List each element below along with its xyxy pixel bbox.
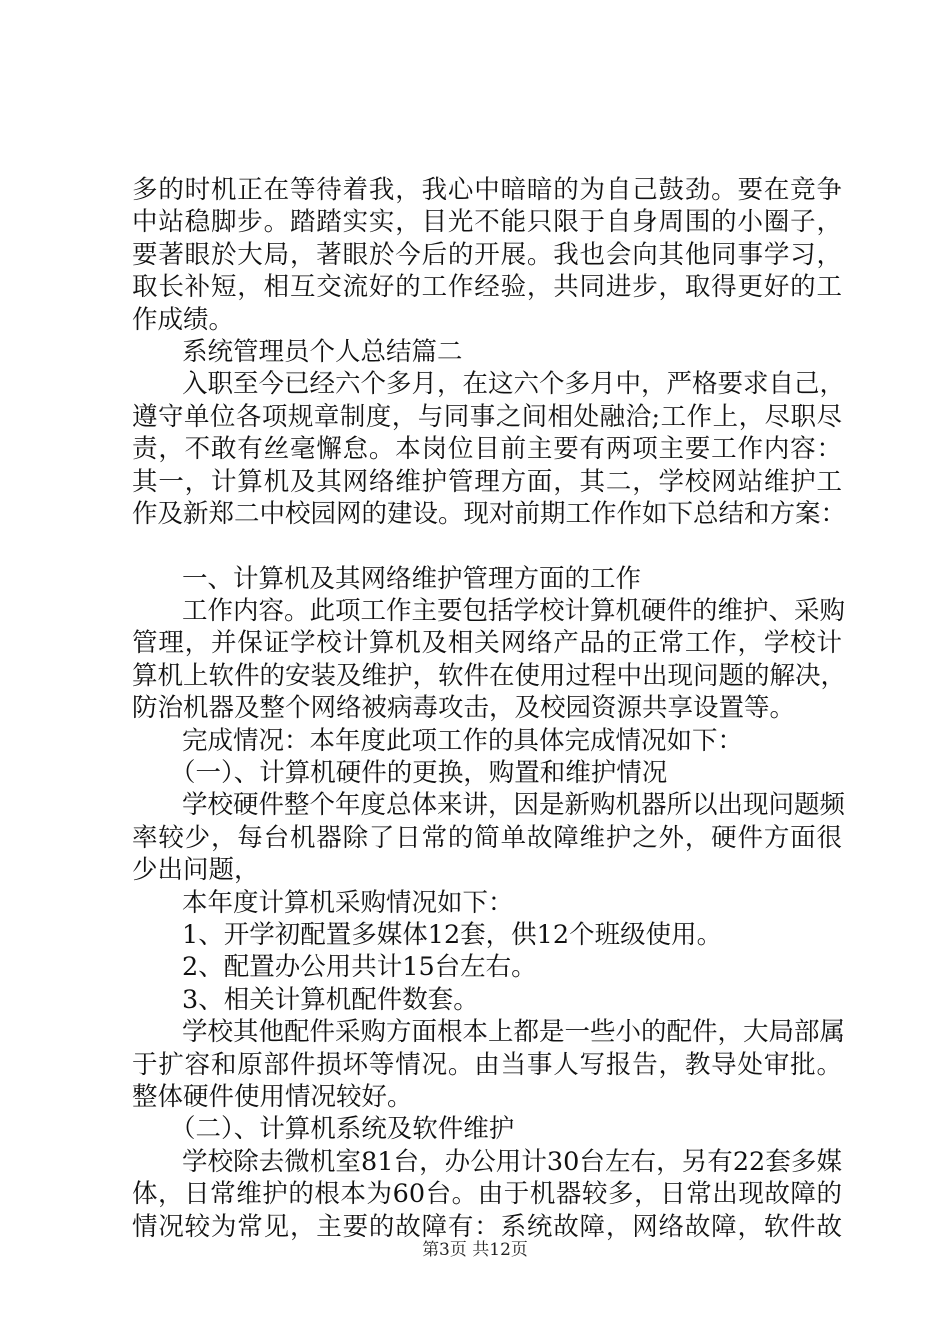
text-line: 少出问题， [132, 855, 260, 886]
text-line: 其一，计算机及其网络维护管理方面，其二，学校网站维护工 [132, 466, 842, 497]
text-line: 取长补短，相互交流好的工作经验，共同进步，取得更好的工 [132, 272, 842, 303]
document-body [132, 174, 847, 1243]
text-line: 遵守单位各项规章制度，与同事之间相处融洽;工作上，尽职尽 [132, 401, 842, 432]
page-number-footer: 第3页 共12页 [422, 1240, 528, 1260]
section-heading: 一、计算机及其网络维护管理方面的工作 [182, 563, 642, 594]
paragraph-start: 工作内容。此项工作主要包括学校计算机硬件的维护、采购 [182, 596, 846, 627]
text-line: 多的时机正在等待着我，我心中暗暗的为自己鼓劲。要在竞争 [132, 175, 842, 205]
text-line: 管理，并保证学校计算机及相关网络产品的正常工作，学校计 [132, 628, 842, 659]
paragraph-start: 学校硬件整个年度总体来讲，因是新购机器所以出现问题频 [182, 790, 846, 821]
text-line: 防治机器及整个网络被病毒攻击，及校园资源共享设置等。 [132, 693, 796, 724]
text-line: 情况较为常见，主要的故障有：系统故障，网络故障，软件故 [132, 1211, 842, 1242]
section-heading: 系统管理员个人总结篇二 [182, 336, 463, 367]
text-line: 责，不敢有丝毫懈怠。本岗位目前主要有两项主要工作内容： [132, 434, 842, 465]
text-line: 体，日常维护的根本为60台。由于机器较多，日常出现故障的 [132, 1179, 842, 1210]
list-item: 2、配置办公用共计15台左右。 [182, 952, 537, 983]
text-line: 率较少，每台机器除了日常的简单故障维护之外，硬件方面很 [132, 822, 842, 853]
subsection-heading: （二）、计算机系统及软件维护 [170, 1114, 515, 1145]
paragraph-start: 完成情况：本年度此项工作的具体完成情况如下： [182, 725, 744, 756]
text-line: 要著眼於大局，著眼於今后的开展。我也会向其他同事学习， [132, 239, 842, 270]
list-item: 3、相关计算机配件数套。 [182, 984, 479, 1015]
subsection-heading: （一）、计算机硬件的更换，购置和维护情况 [170, 758, 668, 789]
blank-line [132, 530, 842, 562]
text-line: 中站稳脚步。踏踏实实，目光不能只限于自身周围的小圈子， [132, 207, 842, 238]
list-item: 1、开学初配置多媒体12套，供12个班级使用。 [182, 919, 723, 950]
text-line: 整体硬件使用情况较好。 [132, 1081, 413, 1112]
text-line: 算机上软件的安装及维护，软件在使用过程中出现问题的解决， [132, 660, 847, 691]
text-line: 作及新郑二中校园网的建设。现对前期工作作如下总结和方案： [132, 498, 847, 529]
text-line: 作成绩。 [132, 304, 235, 335]
paragraph-start: 本年度计算机采购情况如下： [182, 887, 514, 918]
text-line: 于扩容和原部件损坏等情况。由当事人写报告，教导处审批。 [132, 1049, 842, 1080]
paragraph-start: 学校其他配件采购方面根本上都是一些小的配件，大局部属 [182, 1017, 846, 1048]
paragraph-start: 学校除去微机室81台，办公用计30台左右，另有22套多媒 [182, 1146, 842, 1177]
paragraph-start: 入职至今已经六个多月，在这六个多月中，严格要求自己， [182, 369, 846, 400]
